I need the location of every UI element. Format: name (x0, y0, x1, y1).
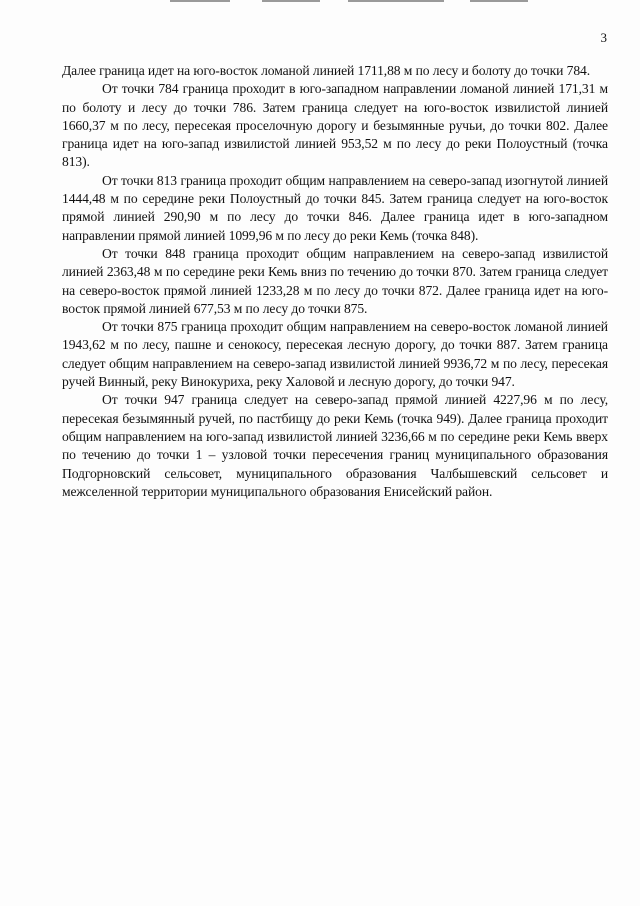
scan-artifact-marks (170, 0, 530, 3)
paragraph-3: От точки 813 граница проходит общим направлением на северо-запад изогнутой линией 1444,48 м по середине реки Полоустный до точки 845. Затем граница следует на юго-восток прямой линией 290,90 м по лесу до точки 846. Далее граница идет в юго-западном направлении прямой линией 1099,96 м по лесу до реки Кемь (точка 848). (62, 172, 608, 243)
paragraph-1: Далее граница идет на юго-восток ломаной линией 1711,88 м по лесу и болоту до точки 784. (62, 63, 591, 78)
paragraph-5: От точки 875 граница проходит общим направлением на северо-восток ломаной линией 1943,62 м по лесу, пашне и сенокосу, пересекая лесную дорогу, до точки 887. Затем граница следует общим направлением на северо-запад извилистой линией 9936,72 м по лесу, пересекая ручей Винный, реку Винокуриха, реку Халовой и лесную дорогу, до точки 947. (62, 319, 608, 390)
page-number: 3 (600, 30, 607, 45)
paragraph-2: От точки 784 граница проходит в юго-западном направлении ломаной линией 171,31 м по болоту и лесу до точки 786. Затем граница следует на юго-восток извилистой линией 1660,37 м по лесу, пересекая проселочную дорогу и безымянные ручьи, до точки 802. Далее граница идет на юго-запад извилистой линией 953,52 м по лесу до реки Полоустный (точка 813). (62, 81, 608, 170)
document-body (62, 62, 608, 501)
paragraph-6: От точки 947 граница следует на северо-запад прямой линией 4227,96 м по лесу, пересекая безымянный ручей, по пастбищу до реки Кемь (точка 949). Далее граница проходит общим направлением на юго-запад извилистой линией 3236,66 м по середине реки Кемь вверх по течению до точки 1 – узловой точки пересечения границ муниципального образования Подгорновский сельсовет, муниципального образования Чалбышевский сельсовет и межселенной территории муниципального образования Енисейский район. (62, 392, 608, 499)
paragraph-4: От точки 848 граница проходит общим направлением на северо-запад извилистой линией 2363,48 м по середине реки Кемь вниз по течению до точки 870. Затем граница следует на северо-восток прямой линией 1233,28 м по лесу до точки 872. Далее граница идет на юго-восток прямой линией 677,53 м по лесу до точки 875. (62, 245, 608, 316)
